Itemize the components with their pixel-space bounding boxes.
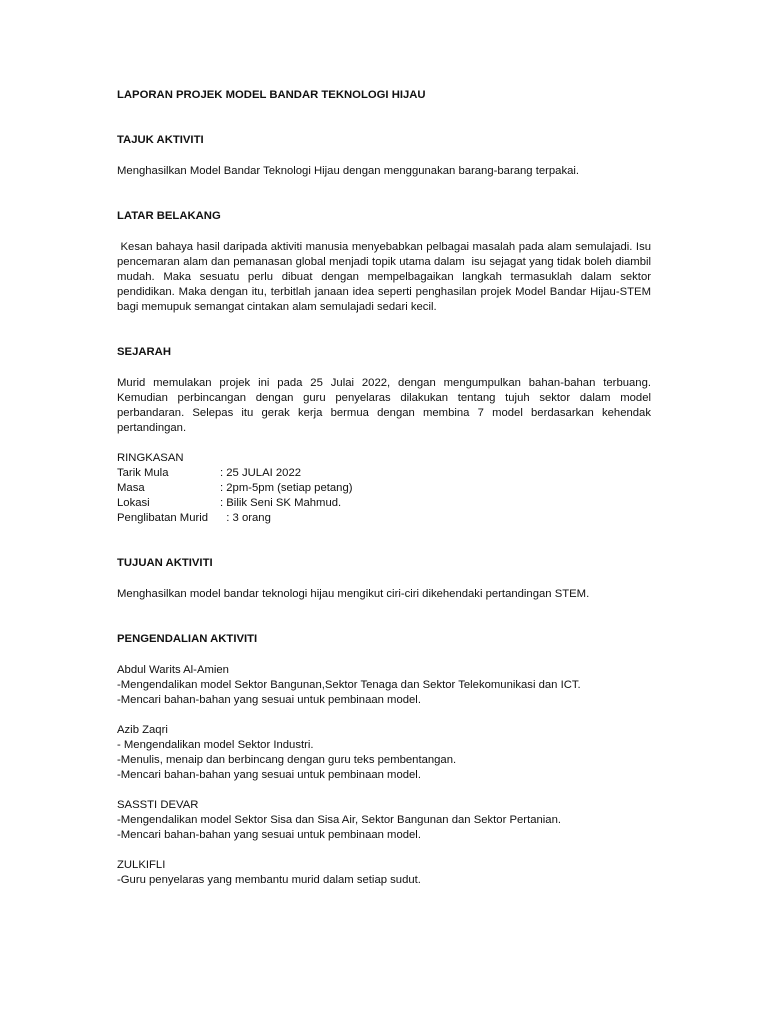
person-duty: -Mencari bahan-bahan yang sesuai untuk pembinaan model. — [117, 829, 421, 841]
latar-text: Kesan bahaya hasil daripada aktiviti manusia menyebabkan pelbagai masalah pada alam semulajadi. Isu pencemaran alam dan pemanasan global menjadi topik utama dalam isu sejagat yang tidak boleh diambil mudah. Maka sesuatu perlu dibuat dengan mempelbagaikan langkah termasuklah dalam sektor pendidikan. Maka dengan itu, terbitlah janaan idea seperti penghasilan projek Model Bandar Hijau-STEM bagi memupuk semangat cintakan alam semulajadi sedari kecil. — [117, 241, 655, 313]
person-name: SASSTI DEVAR — [117, 799, 199, 811]
tajuk-text: Menghasilkan Model Bandar Teknologi Hijau dengan menggunakan barang-barang terpakai. — [117, 165, 580, 177]
ringkasan-row — [117, 496, 651, 511]
ringkasan-value: : 2pm-5pm (setiap petang) — [220, 482, 353, 494]
tujuan-text: Menghasilkan model bandar teknologi hijau mengikut ciri-ciri dikehendaki pertandingan STEM. — [117, 588, 590, 600]
ringkasan-value: : Bilik Seni SK Mahmud. — [220, 497, 342, 509]
person-duty: -Mengendalikan model Sektor Bangunan,Sektor Tenaga dan Sektor Telekomunikasi dan ICT. — [117, 679, 581, 691]
ringkasan-label: Tarik Mula — [117, 467, 169, 479]
sejarah-heading: SEJARAH — [117, 346, 171, 358]
sejarah-text: Murid memulakan projek ini pada 25 Julai 2022, dengan mengumpulkan bahan-bahan terbuang. Kemudian perbincangan dengan guru penyelaras dilakukan tentang tujuh sektor dalam model perbandaran. Selepas itu gerak kerja bermua dengan membina 7 model berdasarkan kehendak pertandingan. — [117, 377, 655, 434]
tujuan-heading: TUJUAN AKTIVITI — [117, 557, 213, 569]
ringkasan-row — [117, 481, 651, 496]
ringkasan-value: : 3 orang — [220, 512, 271, 524]
ringkasan-value: : 25 JULAI 2022 — [220, 467, 302, 479]
person-name: Abdul Warits Al-Amien — [117, 664, 229, 676]
person-duty: -Mencari bahan-bahan yang sesuai untuk pembinaan model. — [117, 769, 421, 781]
document-body — [117, 88, 655, 888]
person-duty: -Guru penyelaras yang membantu murid dalam setiap sudut. — [117, 874, 421, 886]
ringkasan-label: Masa — [117, 482, 145, 494]
pengendalian-heading: PENGENDALIAN AKTIVITI — [117, 633, 258, 645]
ringkasan-label: Penglibatan Murid — [117, 512, 209, 524]
person-name: ZULKIFLI — [117, 859, 166, 871]
report-title: LAPORAN PROJEK MODEL BANDAR TEKNOLOGI HIJAU — [117, 89, 426, 101]
ringkasan-heading: RINGKASAN — [117, 452, 184, 464]
person-duty: -Mencari bahan-bahan yang sesuai untuk pembinaan model. — [117, 694, 421, 706]
tajuk-heading: TAJUK AKTIVITI — [117, 134, 204, 146]
latar-heading: LATAR BELAKANG — [117, 210, 221, 222]
person-duty: -Menulis, menaip dan berbincang dengan guru teks pembentangan. — [117, 754, 457, 766]
person-duty: - Mengendalikan model Sektor Industri. — [117, 739, 314, 751]
ringkasan-row — [117, 511, 651, 526]
person-duty: -Mengendalikan model Sektor Sisa dan Sisa Air, Sektor Bangunan dan Sektor Pertanian. — [117, 814, 561, 826]
person-name: Azib Zaqri — [117, 724, 168, 736]
ringkasan-label: Lokasi — [117, 497, 150, 509]
ringkasan-row — [117, 466, 651, 481]
